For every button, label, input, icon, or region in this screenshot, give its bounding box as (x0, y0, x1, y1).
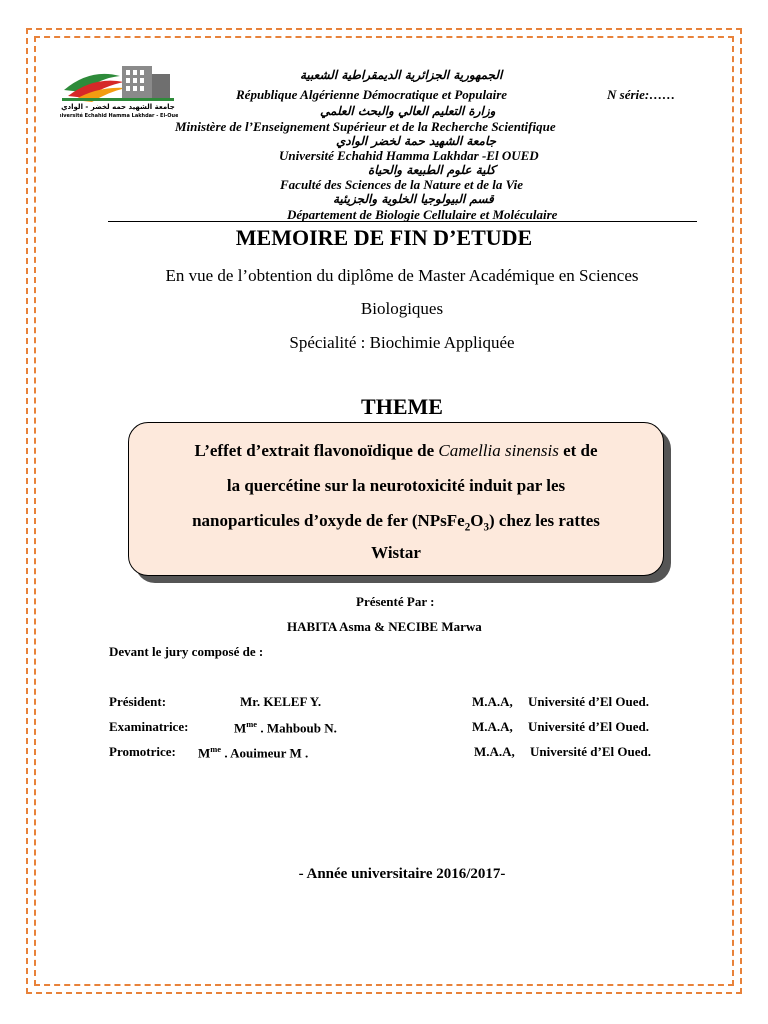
theme-species: Camellia sinensis (438, 441, 559, 460)
header-arabic-department: قسم البيولوجيا الخلوية والجزيئية (333, 192, 494, 206)
jury-name-text: . Mahboub N. (257, 720, 337, 736)
header-serie-number: N série:…… (607, 87, 676, 102)
theme-line3-sub1: 2 (464, 521, 471, 534)
header-arabic-republic: الجمهورية الجزائرية الديمقراطية الشعبية (300, 68, 503, 82)
theme-line-2: la quercétine sur la neurotoxicité induit par les (226, 476, 566, 495)
header-university: Université Echahid Hamma Lakhdar -El OUED (279, 148, 539, 163)
presented-label: Présenté Par : (356, 594, 435, 609)
jury-title-sup: me (246, 719, 258, 729)
theme-heading: THEME (361, 394, 443, 419)
university-logo-graphic (60, 58, 178, 120)
header-republic: République Algérienne Démocratique et Populaire (236, 87, 508, 102)
jury-member-name: Mr. KELEF Y. (240, 694, 322, 709)
jury-institution: Université d’El Oued. (528, 719, 649, 734)
logo-arabic-text: جامعة الشهيد حمه لخضر - الوادي (61, 103, 175, 111)
theme-line-3 (129, 511, 663, 533)
theme-line3-mid: O (470, 511, 484, 530)
jury-title: M (234, 720, 247, 736)
jury-member-name (198, 744, 308, 761)
theme-line1-start: L’effet d’extrait flavonoïdique de (194, 441, 439, 460)
header-divider (108, 221, 697, 222)
jury-member-name (234, 719, 337, 736)
jury-title-sup: me (210, 744, 222, 754)
header-faculty: Faculté des Sciences de la Nature et de la Vie (280, 177, 523, 192)
jury-grade: M.A.A, (472, 694, 513, 709)
jury-role: Examinatrice: (109, 719, 189, 734)
jury-title: M (198, 745, 211, 761)
memoire-purpose-line1: En vue de l’obtention du diplôme de Master Académique en Sciences (165, 266, 639, 285)
jury-intro: Devant le jury composé de : (109, 644, 264, 659)
memoire-purpose-line2: Biologiques (360, 299, 444, 318)
theme-box (128, 422, 664, 576)
header-ministry: Ministère de l’Enseignement Supérieur et de la Recherche Scientifique (175, 119, 556, 134)
theme-line-4: Wistar (371, 543, 421, 562)
presented-authors: HABITA Asma & NECIBE Marwa (287, 619, 482, 634)
jury-grade: M.A.A, (474, 744, 515, 759)
theme-line-1 (129, 441, 663, 461)
jury-grade: M.A.A, (472, 719, 513, 734)
theme-line3-end: ) chez les rattes (488, 511, 600, 530)
logo-latin-text: Université Echahid Hamma Lakhdar - El-Oued (60, 113, 178, 119)
jury-institution: Université d’El Oued. (530, 744, 651, 759)
header-arabic-ministry: وزارة التعليم العالي والبحث العلمي (320, 104, 496, 118)
theme-line1-end: et de (558, 441, 598, 460)
memoire-speciality: Spécialité : Biochimie Appliquée (289, 333, 515, 352)
header-arabic-university: جامعة الشهيد حمة لخضر الوادي (336, 134, 497, 148)
university-logo (60, 58, 178, 120)
theme-line3-start: nanoparticules d’oxyde de fer (NPsFe (192, 511, 465, 530)
jury-name-text: . Aouimeur M . (221, 745, 309, 761)
header-department: Département de Biologie Cellulaire et Moléculaire (287, 207, 558, 222)
theme-line3-sub2: 3 (483, 521, 489, 534)
jury-role: Promotrice: (109, 744, 176, 759)
jury-institution: Université d’El Oued. (528, 694, 649, 709)
academic-year: - Année universitaire 2016/2017- (298, 866, 506, 882)
jury-role: Président: (109, 694, 167, 709)
memoire-title: MEMOIRE DE FIN D’ETUDE (235, 225, 533, 250)
header-arabic-faculty: كلية علوم الطبيعة والحياة (368, 163, 496, 177)
